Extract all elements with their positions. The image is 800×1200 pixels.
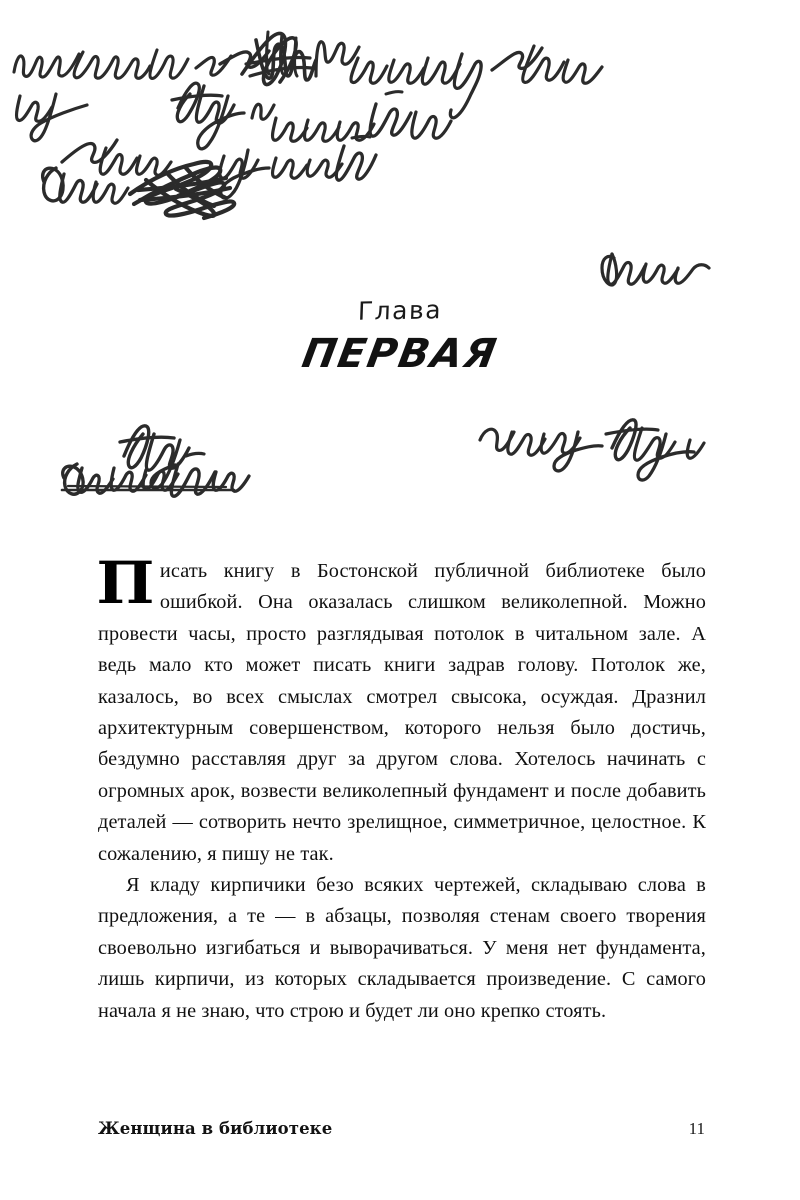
handwriting-line-top-3 [52, 130, 412, 176]
handwriting-scribble-crossout [34, 160, 264, 210]
chapter-number-word: ПЕРВАЯ [298, 331, 502, 377]
footer-page-number: 11 [688, 1119, 705, 1138]
handwriting-line-top-1 [10, 24, 620, 84]
chapter-heading [0, 296, 800, 377]
handwriting-mark-left-underlined [58, 424, 258, 492]
body-text-block [96, 549, 706, 1027]
handwriting-line-top-2 [14, 78, 464, 136]
paragraph-second [98, 870, 706, 1027]
handwriting-mark-right-middle [476, 414, 716, 460]
paragraph-second-text: Я кладу кирпичики безо всяких чертежей, складываю слова в предложения, а те — в абзацы, позволяя стенам своего творения своевольно изгибаться и выворачиваться. У меня нет фундамента, лишь кирпичи, из которых складывается произведение. С самого начала я не знаю, что строю и будет ли оно крепко стоять. [98, 874, 706, 1022]
paragraph-first [96, 549, 706, 870]
paragraph-first-text: исать книгу в Бостонской публичной библиотеке было ошибкой. Она оказалась слишком великолепной. Можно провести часы, просто разглядывая потолок в читальном зале. А ведь мало кто может писать книги задрав голову. Потолок же, казалось, во всех смыслах смотрел свысока, осуждая. Дразнил архитектурным совершенством, которого нельзя было достичь, бездумно расставляя друг за другом слова. Хотелось начинать с огромных арок, возвести великолепный фундамент и после добавить деталей — сотворить нечто зрелищное, симметричное, целостное. К сожалению, я пишу не так. [98, 560, 706, 865]
footer-book-title: Женщина в библиотеке [98, 1119, 333, 1138]
page-footer [98, 1119, 705, 1145]
chapter-label: Глава [357, 295, 443, 326]
handwriting-mark-right-upper [600, 248, 720, 288]
drop-cap: П [96, 549, 155, 617]
